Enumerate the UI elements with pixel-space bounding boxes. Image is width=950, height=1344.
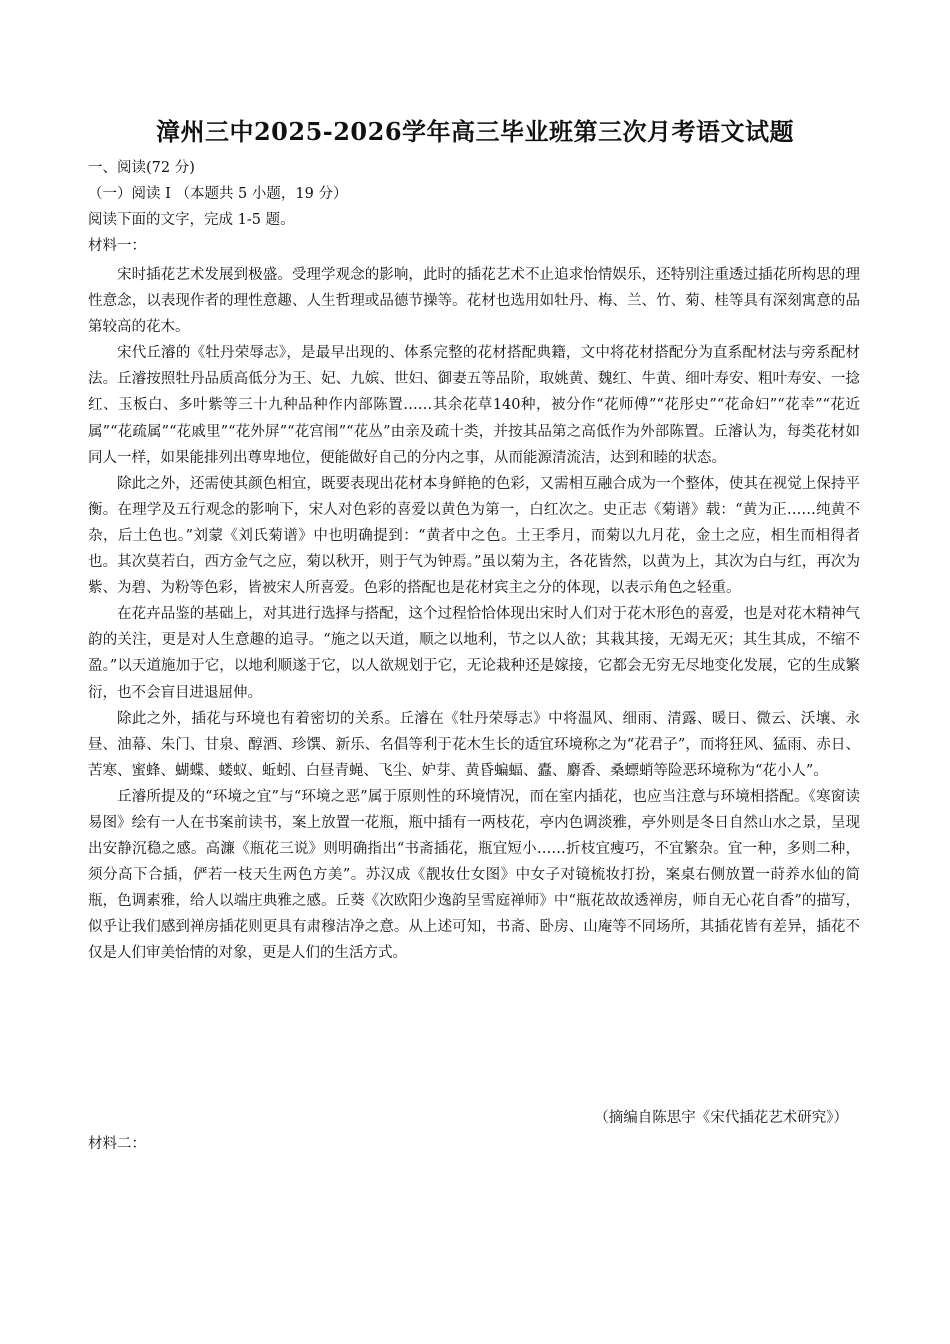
material-one-body xyxy=(88,262,860,967)
subsection-heading: （一）阅读 Ⅰ （本题共 5 小题，19 分） xyxy=(88,186,348,202)
paragraph: 宋代丘濬的《牡丹荣辱志》，是最早出现的、体系完整的花材搭配典籍，文中将花材搭配分为直系配材法与旁系配材法。丘濬按照牡丹品质高低分为王、妃、九嫔、世妇、御妻五等品阶，取姚黄、魏红、牛黄、细叶寿安、粗叶寿安、一捻红、玉板白、多叶紫等三十九种品种作内部陈置……其余花草140种，被分作“花师傅”“花彤史”“花命妇”“花幸”“花近属”“花疏属”“花戚里”“花外屏”“花宫闱”“花丛”由亲及疏十类，并按其品第之高低作为外部陈置。丘濬认为，每类花材如同人一样，如果能排列出尊卑地位，便能做好自己的分内之事，从而能源清流洁，达到和睦的状态。 xyxy=(88,345,860,466)
exam-title: 漳州三中2025-2026学年高三毕业班第三次月考语文试题 xyxy=(155,117,795,146)
material-one-label: 材料一： xyxy=(88,238,146,254)
source-citation: （摘编自陈思宇《宋代插花艺术研究》） xyxy=(594,1110,848,1126)
paragraph: 宋时插花艺术发展到极盛。受理学观念的影响，此时的插花艺术不止追求怡情娱乐，还特别注重透过插花所构思的理性意念，以表现作者的理性意趣、人生哲理或品德节操等。花材也选用如牡丹、梅、兰、竹、菊、桂等具有深刻寓意的品第较高的花木。 xyxy=(88,267,860,336)
paragraph: 在花卉品鉴的基础上，对其进行选择与搭配，这个过程恰恰体现出宋时人们对于花木形色的喜爱，也是对花木精神气韵的关注，更是对人生意趣的追寻。“施之以天道，顺之以地利，节之以人欲；其栽其接，无竭无灭；其生其成，不缩不盈。”以天道施加于它，以地利顺遂于它，以人欲规划于它，无论栽种还是嫁接，它都会无穷无尽地变化发展，它的生成繁衍，也不会盲目进退屈伸。 xyxy=(88,606,860,701)
reading-instruction: 阅读下面的文字，完成 1-5 题。 xyxy=(88,212,295,228)
material-two-label: 材料二： xyxy=(88,1136,146,1152)
paragraph: 除此之外，插花与环境也有着密切的关系。丘濬在《牡丹荣辱志》中将温风、细雨、清露、暖日、微云、沃壤、永昼、油幕、朱门、甘泉、醇酒、珍馔、新乐、名倡等利于花木生长的适宜环境称之为“花君子”，而将狂风、猛雨、赤日、苦寒、蜜蜂、蝴蝶、蝼蚁、蚯蚓、白昼青蝇、飞尘、妒芽、黄昏蝙蝠、蠹、麝香、桑螵蛸等险恶环境称为“花小人”。 xyxy=(88,710,860,779)
paragraph: 丘濬所提及的“环境之宜”与“环境之恶”属于原则性的环境情况，而在室内插花，也应当注意与环境相搭配。《寒窗读易图》绘有一人在书案前读书，案上放置一花瓶，瓶中插有一两枝花，亭内色调淡雅，亭外则是冬日自然山水之景，呈现出安静沉稳之感。高濂《瓶花三说》则明确指出“书斋插花，瓶宜短小……折枝宜瘦巧，不宜繁杂。宜一种，多则二种，须分高下合插，俨若一枝天生两色方美”。苏汉成《靓妆仕女图》中女子对镜梳妆打扮，案桌右侧放置一莳养水仙的简瓶，色调素雅，给人以端庄典雅之感。丘葵《次欧阳少逸韵呈雪庭禅师》中“瓶花故故透禅房，师自无心花自香”的描写，似乎让我们感到禅房插花则更具有肃穆洁净之意。从上述可知，书斋、卧房、山庵等不同场所，其插花皆有差异，插花不仅是人们审美怡情的对象，更是人们的生活方式。 xyxy=(88,788,860,962)
section-heading: 一、阅读(72 分) xyxy=(88,160,195,176)
paragraph: 除此之外，还需使其颜色相宜，既要表现出花材本身鲜艳的色彩，又需相互融合成为一个整体，使其在视觉上保持平衡。在理学及五行观念的影响下，宋人对色彩的喜爱以黄色为第一，白红次之。史正志《菊谱》载：“黄为正……纯黄不杂，后土色也。”刘蒙《刘氏菊谱》中也明确提到：“黄者中之色。土王季月，而菊以九月花，金土之应，相生而相得者也。其次莫若白，西方金气之应，菊以秋开，则于气为钟焉。”虽以菊为主，各花皆然，以黄为上，其次为白与红，再次为紫、为碧、为粉等色彩，皆被宋人所喜爱。色彩的搭配也是花材宾主之分的体现，以表示角色之轻重。 xyxy=(88,475,860,597)
